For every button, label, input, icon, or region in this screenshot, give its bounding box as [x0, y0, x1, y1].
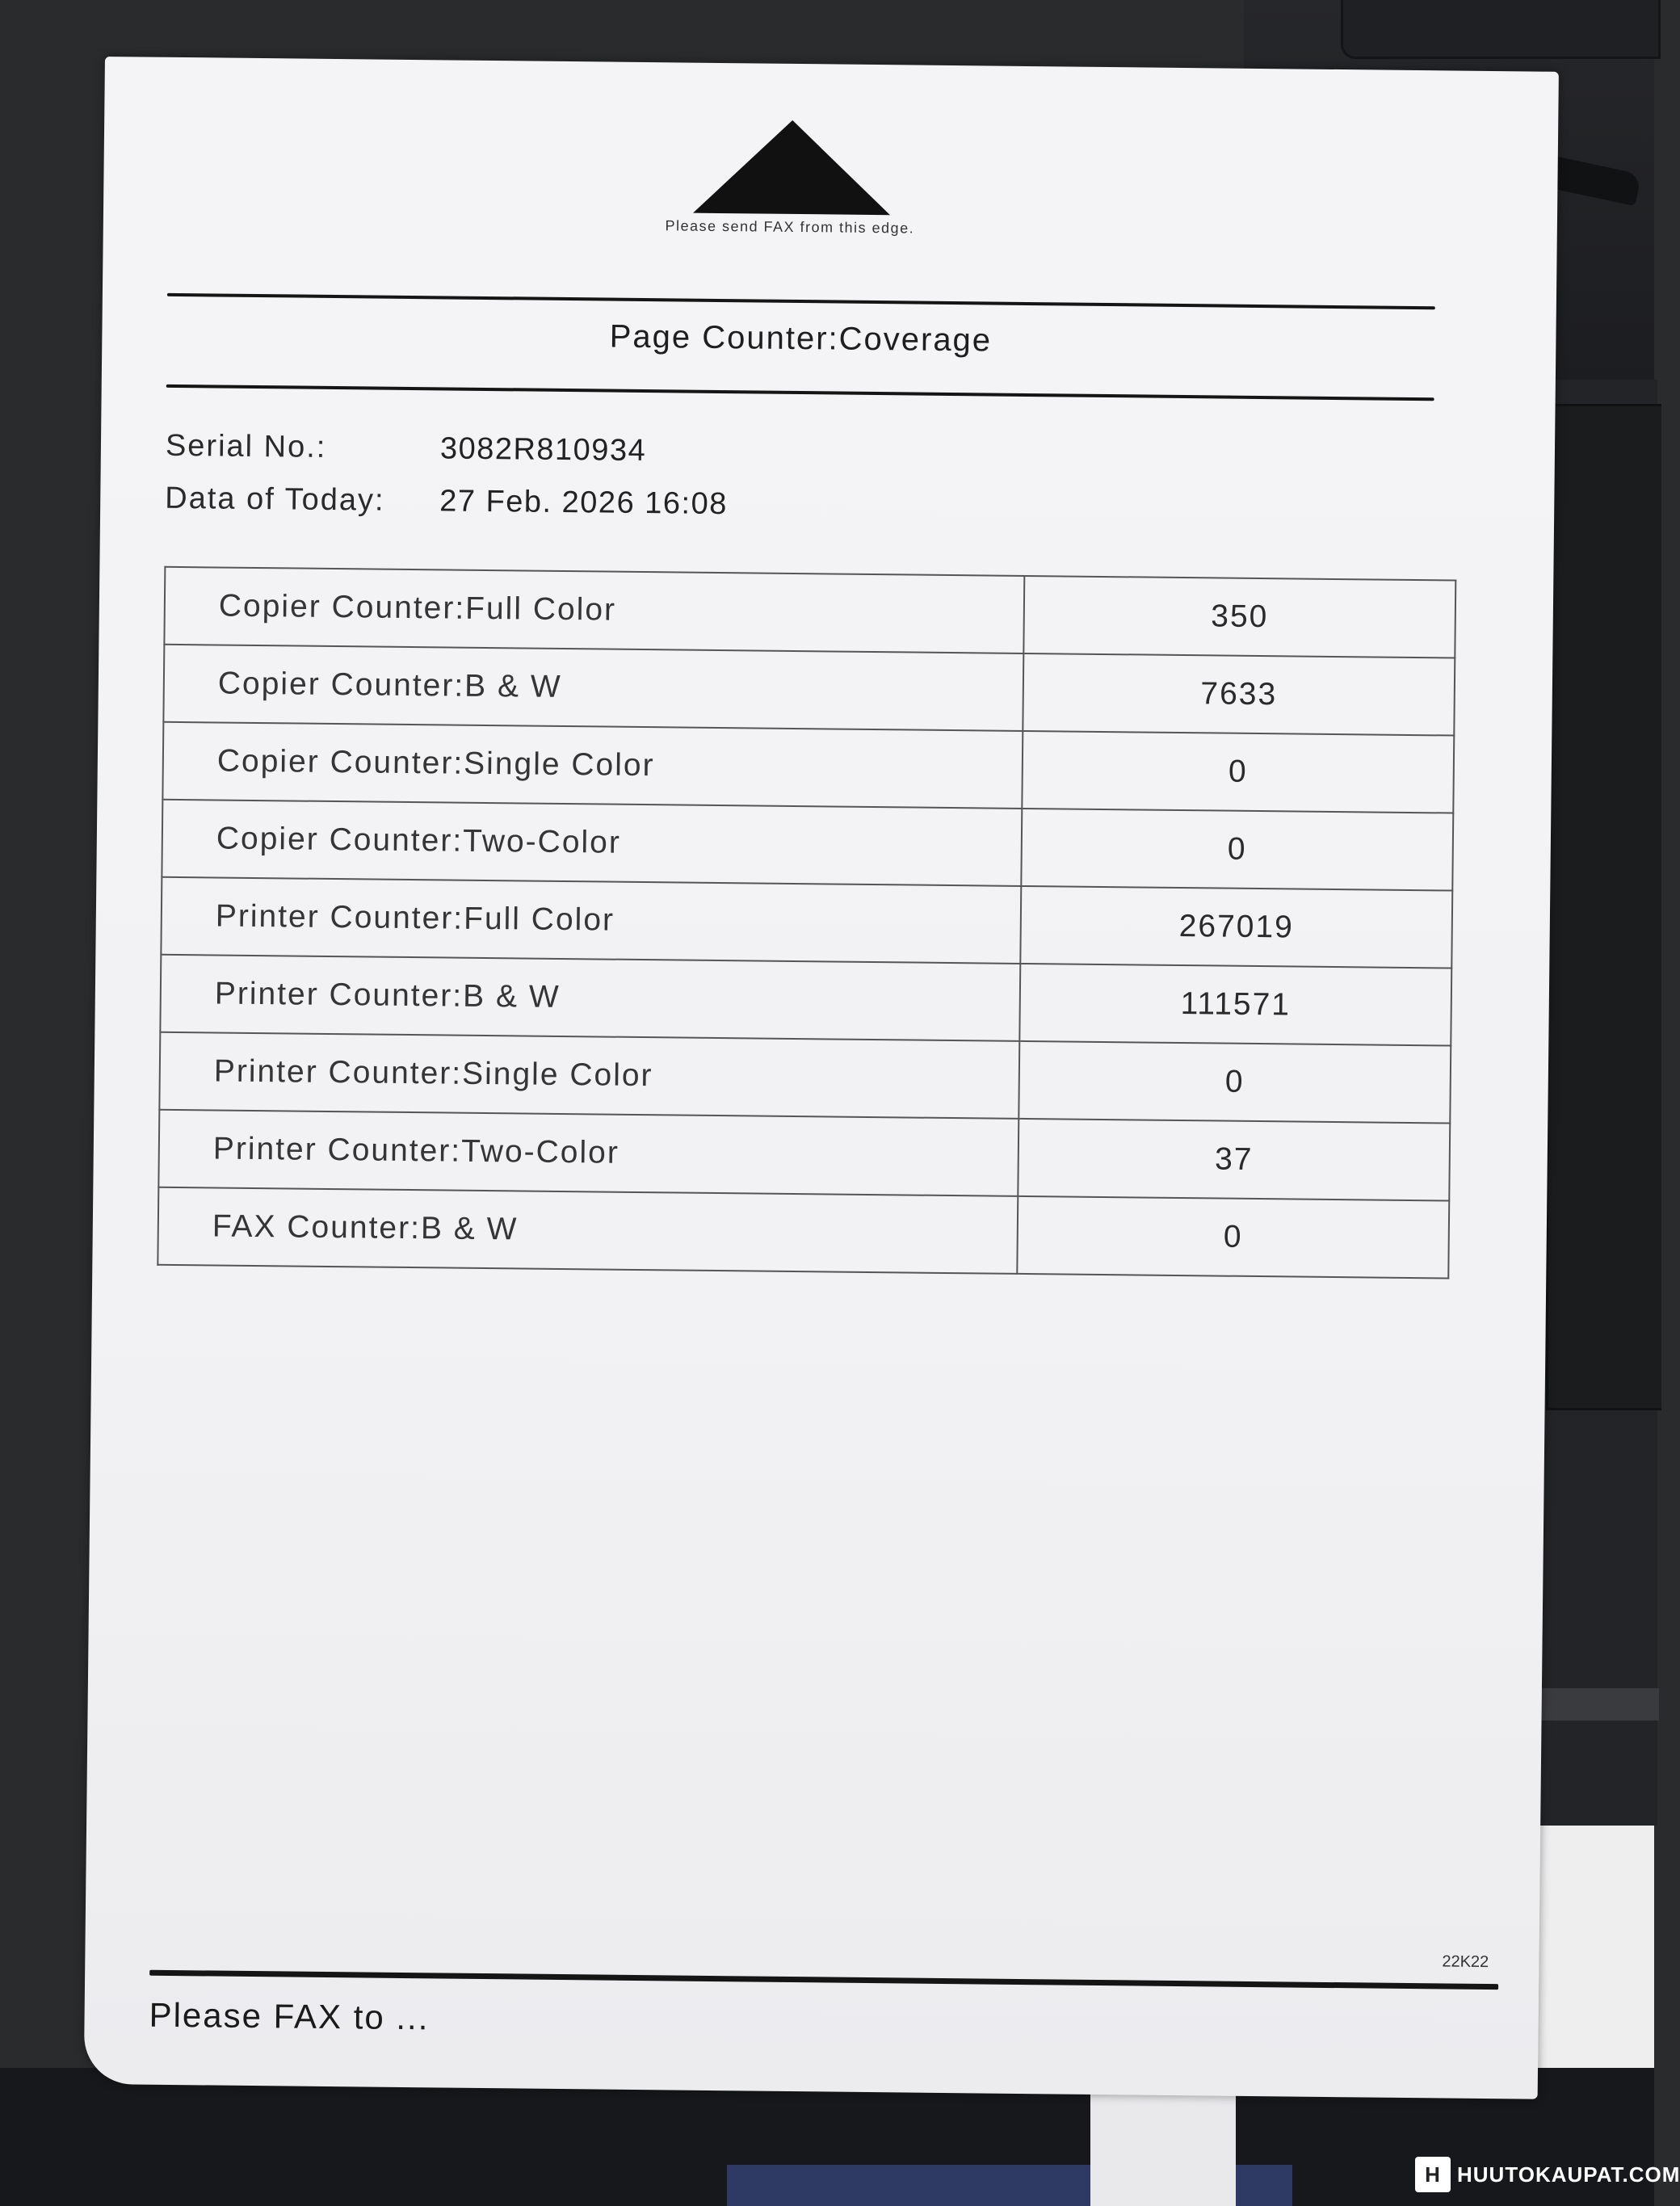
table-row: [162, 800, 1453, 891]
counter-label: Printer Counter:B & W: [160, 955, 1020, 1041]
title-top-rule: [167, 293, 1435, 309]
counter-value: 0: [1017, 1196, 1449, 1279]
form-code: 22K22: [1442, 1952, 1489, 1972]
footer-rule: [149, 1970, 1498, 1990]
date-value: 27 Feb. 2026 16:08: [439, 484, 729, 522]
counter-value: 350: [1023, 576, 1455, 658]
table-row: [159, 1032, 1451, 1124]
serial-value: 3082R810934: [439, 431, 647, 469]
counter-label: Printer Counter:Full Color: [161, 877, 1021, 964]
counter-report-page: [84, 57, 1559, 2099]
fax-direction-triangle-icon: [693, 120, 891, 216]
table-row: [160, 955, 1451, 1046]
serial-label: Serial No.:: [165, 428, 327, 464]
white-object: [1090, 2092, 1236, 2206]
counter-label: Copier Counter:Single Color: [162, 722, 1023, 809]
counter-table: [157, 566, 1456, 1279]
fax-edge-note: Please send FAX from this edge.: [665, 217, 915, 237]
counter-label: Printer Counter:Single Color: [159, 1032, 1019, 1119]
counter-label: Printer Counter:Two-Color: [158, 1110, 1018, 1196]
counter-label: Copier Counter:Full Color: [164, 567, 1024, 653]
counter-value: 0: [1022, 731, 1454, 813]
counter-label: Copier Counter:B & W: [163, 645, 1023, 731]
report-title: Page Counter:Coverage: [609, 318, 993, 359]
watermark-logo-icon: H: [1415, 2157, 1451, 2192]
table-row: [164, 567, 1455, 658]
table-row: [162, 722, 1454, 813]
counter-value: 7633: [1023, 653, 1455, 736]
printer-output-slot: [1546, 404, 1661, 1410]
footer-text: Please FAX to ...: [149, 1995, 430, 2037]
table-row: [158, 1187, 1449, 1279]
table-row: [163, 645, 1455, 736]
counter-label: Copier Counter:Two-Color: [162, 800, 1022, 886]
counter-value: 0: [1018, 1041, 1451, 1124]
counter-value: 111571: [1019, 964, 1451, 1046]
title-bottom-rule: [166, 384, 1434, 401]
counter-value: 0: [1021, 809, 1453, 891]
table-row: [161, 877, 1452, 969]
printer-ridge: [1341, 0, 1661, 59]
site-watermark: [1415, 2157, 1680, 2192]
table-row: [158, 1110, 1450, 1201]
watermark-text: HUUTOKAUPAT.COM: [1457, 2162, 1680, 2187]
counter-label: FAX Counter:B & W: [158, 1187, 1018, 1274]
counter-value: 267019: [1020, 886, 1452, 969]
date-label: Data of Today:: [165, 481, 385, 518]
counter-value: 37: [1018, 1119, 1450, 1201]
